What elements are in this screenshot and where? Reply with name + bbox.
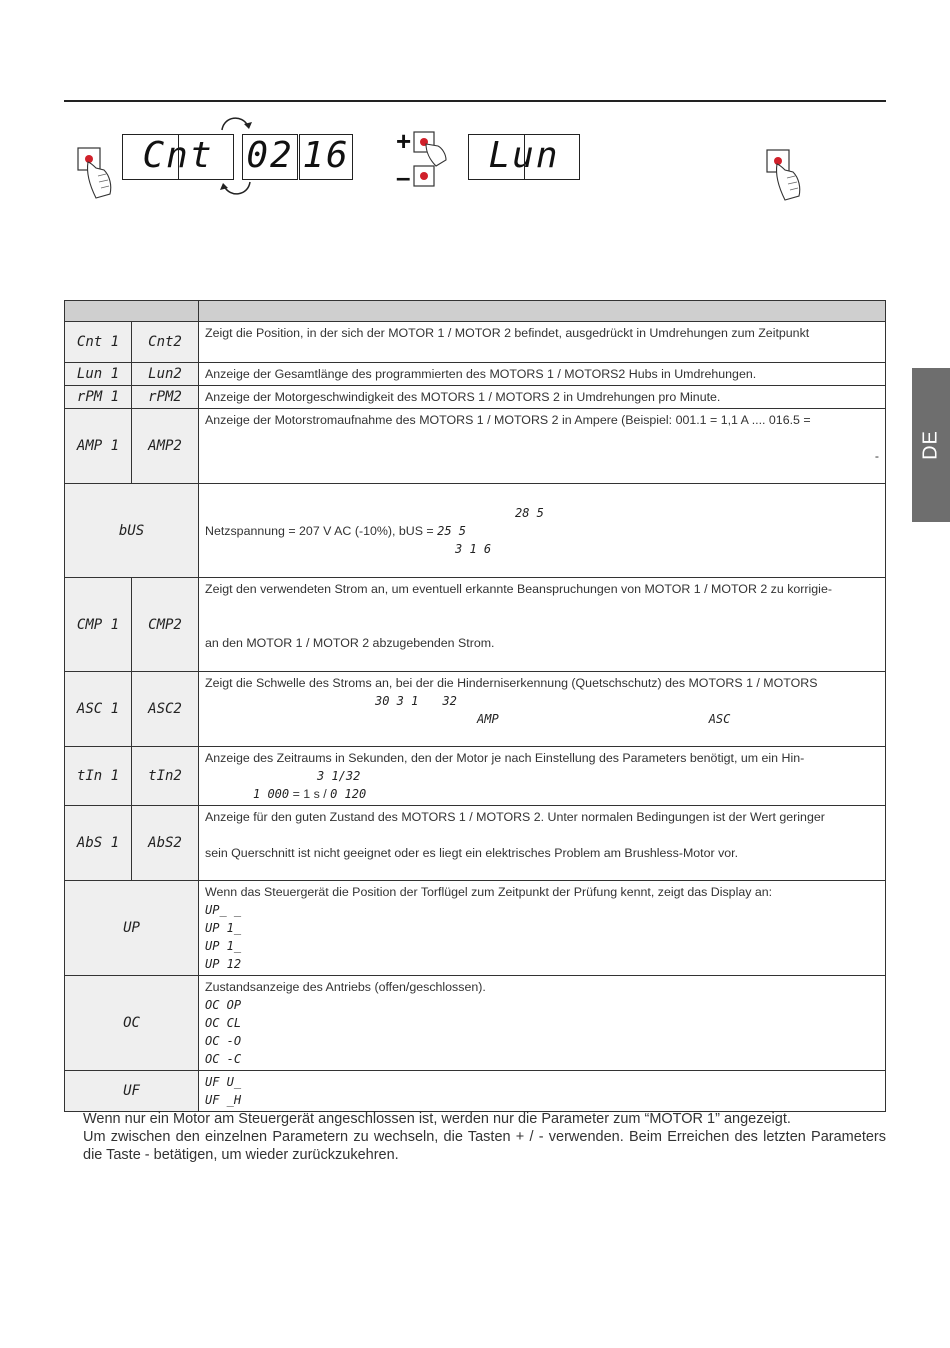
lcd-value: 3 1/32 (317, 769, 361, 783)
display-divider-2 (524, 134, 580, 180)
desc-line (205, 504, 879, 522)
lcd-value: 3 1 6 (455, 542, 492, 556)
table-row (65, 806, 886, 881)
code-cell: CMP2 (132, 578, 199, 672)
lcd-line: UP 12 (205, 957, 242, 971)
desc-cell (199, 322, 886, 363)
rotate-arrow-top-icon (216, 110, 256, 134)
table-row (65, 484, 886, 578)
lcd-value: 32 (442, 694, 457, 708)
table-row (65, 672, 886, 747)
lcd-line: UP_ _ (205, 903, 242, 917)
desc-line: Zustandsanzeige des Antriebs (offen/geschlossen). (205, 980, 486, 994)
rotate-arrow-bottom-icon (216, 178, 256, 202)
lcd-value: 28 5 (515, 506, 544, 520)
desc-cell (199, 747, 886, 806)
desc-cell (199, 1071, 886, 1112)
code-cell: AMP 1 (65, 409, 132, 484)
code-cell: AMP2 (132, 409, 199, 484)
display-lun: Lun (468, 134, 580, 180)
code-cell: ASC2 (132, 672, 199, 747)
lcd-line: UF U_ (205, 1075, 242, 1089)
desc-line: Anzeige für den guten Zustand des MOTORS 1 / MOTORS 2. Unter normalen Bedingungen ist der Wert geringer (205, 810, 825, 824)
code-cell: Cnt 1 (65, 322, 132, 363)
code-cell: tIn 1 (65, 747, 132, 806)
desc-line (205, 710, 879, 728)
desc-line (205, 692, 879, 710)
lcd-line: UF _H (205, 1093, 242, 1107)
desc-cell (199, 484, 886, 578)
code-cell: rPM2 (132, 386, 199, 409)
code-cell: Lun2 (132, 363, 199, 386)
code-cell: CMP 1 (65, 578, 132, 672)
desc-cell (199, 578, 886, 672)
code-cell: Cnt2 (132, 322, 199, 363)
table-row (65, 881, 886, 976)
parameter-table (64, 300, 886, 1112)
desc-line (205, 767, 879, 785)
desc-line: Wenn das Steuergerät die Position der Torflügel zum Zeitpunkt der Prüfung kennt, zeigt das Display an: (205, 885, 773, 899)
lcd-line: OC OP (205, 998, 242, 1012)
lcd-line: OC CL (205, 1016, 242, 1030)
desc-line: Anzeige der Gesamtlänge des programmierten des MOTORS 1 / MOTORS2 Hubs in Umdrehungen. (205, 367, 757, 381)
desc-cell (199, 363, 886, 386)
desc-dash: - (874, 449, 879, 463)
desc-line: Zeigt die Schwelle des Stroms an, bei der die Hinderniserkennung (Quetschschutz) des MOTORS 1 / MOTORS (205, 676, 818, 690)
top-rule (64, 100, 886, 102)
desc-cell (199, 976, 886, 1071)
display-divider (178, 134, 234, 180)
desc-line: sein Querschnitt ist nicht geeignet oder es liegt ein elektrisches Problem am Brushless-Motor vor. (205, 846, 739, 860)
lcd-value: 0 120 (330, 787, 367, 801)
desc-line (205, 522, 879, 540)
table-row (65, 409, 886, 484)
desc-line: Anzeige der Motorgeschwindigkeit des MOTORS 1 / MOTORS 2 in Umdrehungen pro Minute. (205, 390, 721, 404)
display-cnt: Cnt (122, 134, 234, 180)
desc-line: Zeigt den verwendeten Strom an, um eventuell erkannte Beanspruchungen von MOTOR 1 / MOTOR 2 zu korrigie- (205, 582, 832, 596)
desc-text: = 1 s / (289, 787, 331, 801)
lcd-value: 25 5 (437, 524, 467, 538)
desc-line (205, 785, 879, 803)
desc-line: Anzeige des Zeitraums in Sekunden, den der Motor je nach Einstellung des Parameters benötigt, um ein Hin- (205, 751, 805, 765)
table-header-desc (199, 301, 886, 322)
plus-sign: + (396, 126, 412, 156)
desc-line (205, 540, 879, 558)
lcd-value: 1 000 (253, 787, 290, 801)
lcd-line: UP 1_ (205, 921, 242, 935)
code-cell: AbS2 (132, 806, 199, 881)
code-cell: OC (65, 976, 199, 1071)
code-cell: tIn2 (132, 747, 199, 806)
finger-press-exit-icon (765, 148, 805, 210)
code-cell: bUS (65, 484, 199, 578)
code-cell: rPM 1 (65, 386, 132, 409)
lcd-line: OC -O (205, 1034, 242, 1048)
lcd-value: AMP (477, 712, 499, 726)
code-cell: UF (65, 1071, 199, 1112)
code-cell: UP (65, 881, 199, 976)
language-tab (912, 368, 950, 522)
desc-text: Netzspannung = 207 V AC (-10%), bUS = (205, 524, 438, 538)
table-row (65, 747, 886, 806)
code-cell: ASC 1 (65, 672, 132, 747)
table-row (65, 1071, 886, 1112)
desc-cell (199, 806, 886, 881)
table-row (65, 386, 886, 409)
display-value-high: 02 (242, 134, 298, 180)
table-row (65, 363, 886, 386)
table-row (65, 322, 886, 363)
minus-sign: – (396, 162, 411, 192)
table-header-code (65, 301, 199, 322)
table-row (65, 976, 886, 1071)
desc-cell (199, 409, 886, 484)
code-cell: Lun 1 (65, 363, 132, 386)
display-value-low: 16 (299, 134, 353, 180)
desc-cell (199, 672, 886, 747)
desc-cell (199, 881, 886, 976)
lcd-line: UP 1_ (205, 939, 242, 953)
lcd-line: OC -C (205, 1052, 242, 1066)
language-tab-label: DE (919, 430, 942, 460)
desc-line: Anzeige der Motorstromaufnahme des MOTORS 1 / MOTORS 2 in Ampere (Beispiel: 001.1 = 1,1 A .... 016.5 = (205, 413, 811, 427)
plus-minus-buttons-icon (412, 130, 450, 194)
table-header-row (65, 301, 886, 322)
footnote-single-motor: Wenn nur ein Motor am Steuergerät angeschlossen ist, werden nur die Parameter zum “MOTOR 1” angezeigt. (83, 1111, 791, 1127)
lcd-value: ASC (708, 712, 731, 726)
lcd-value: 30 3 1 (375, 694, 419, 708)
code-cell: AbS 1 (65, 806, 132, 881)
desc-cell (199, 386, 886, 409)
finger-press-icon (76, 146, 116, 208)
table-row (65, 578, 886, 672)
desc-line: Zeigt die Position, in der sich der MOTOR 1 / MOTOR 2 befindet, ausgedrückt in Umdrehungen zum Zeitpunkt (205, 326, 810, 340)
desc-line: an den MOTOR 1 / MOTOR 2 abzugebenden Strom. (205, 636, 495, 650)
footnote-navigation: Um zwischen den einzelnen Parametern zu wechseln, die Tasten + / - verwenden. Beim Erreichen des letzten Parameters die Taste - betätigen, um wieder zurückzukehren. (83, 1129, 886, 1163)
